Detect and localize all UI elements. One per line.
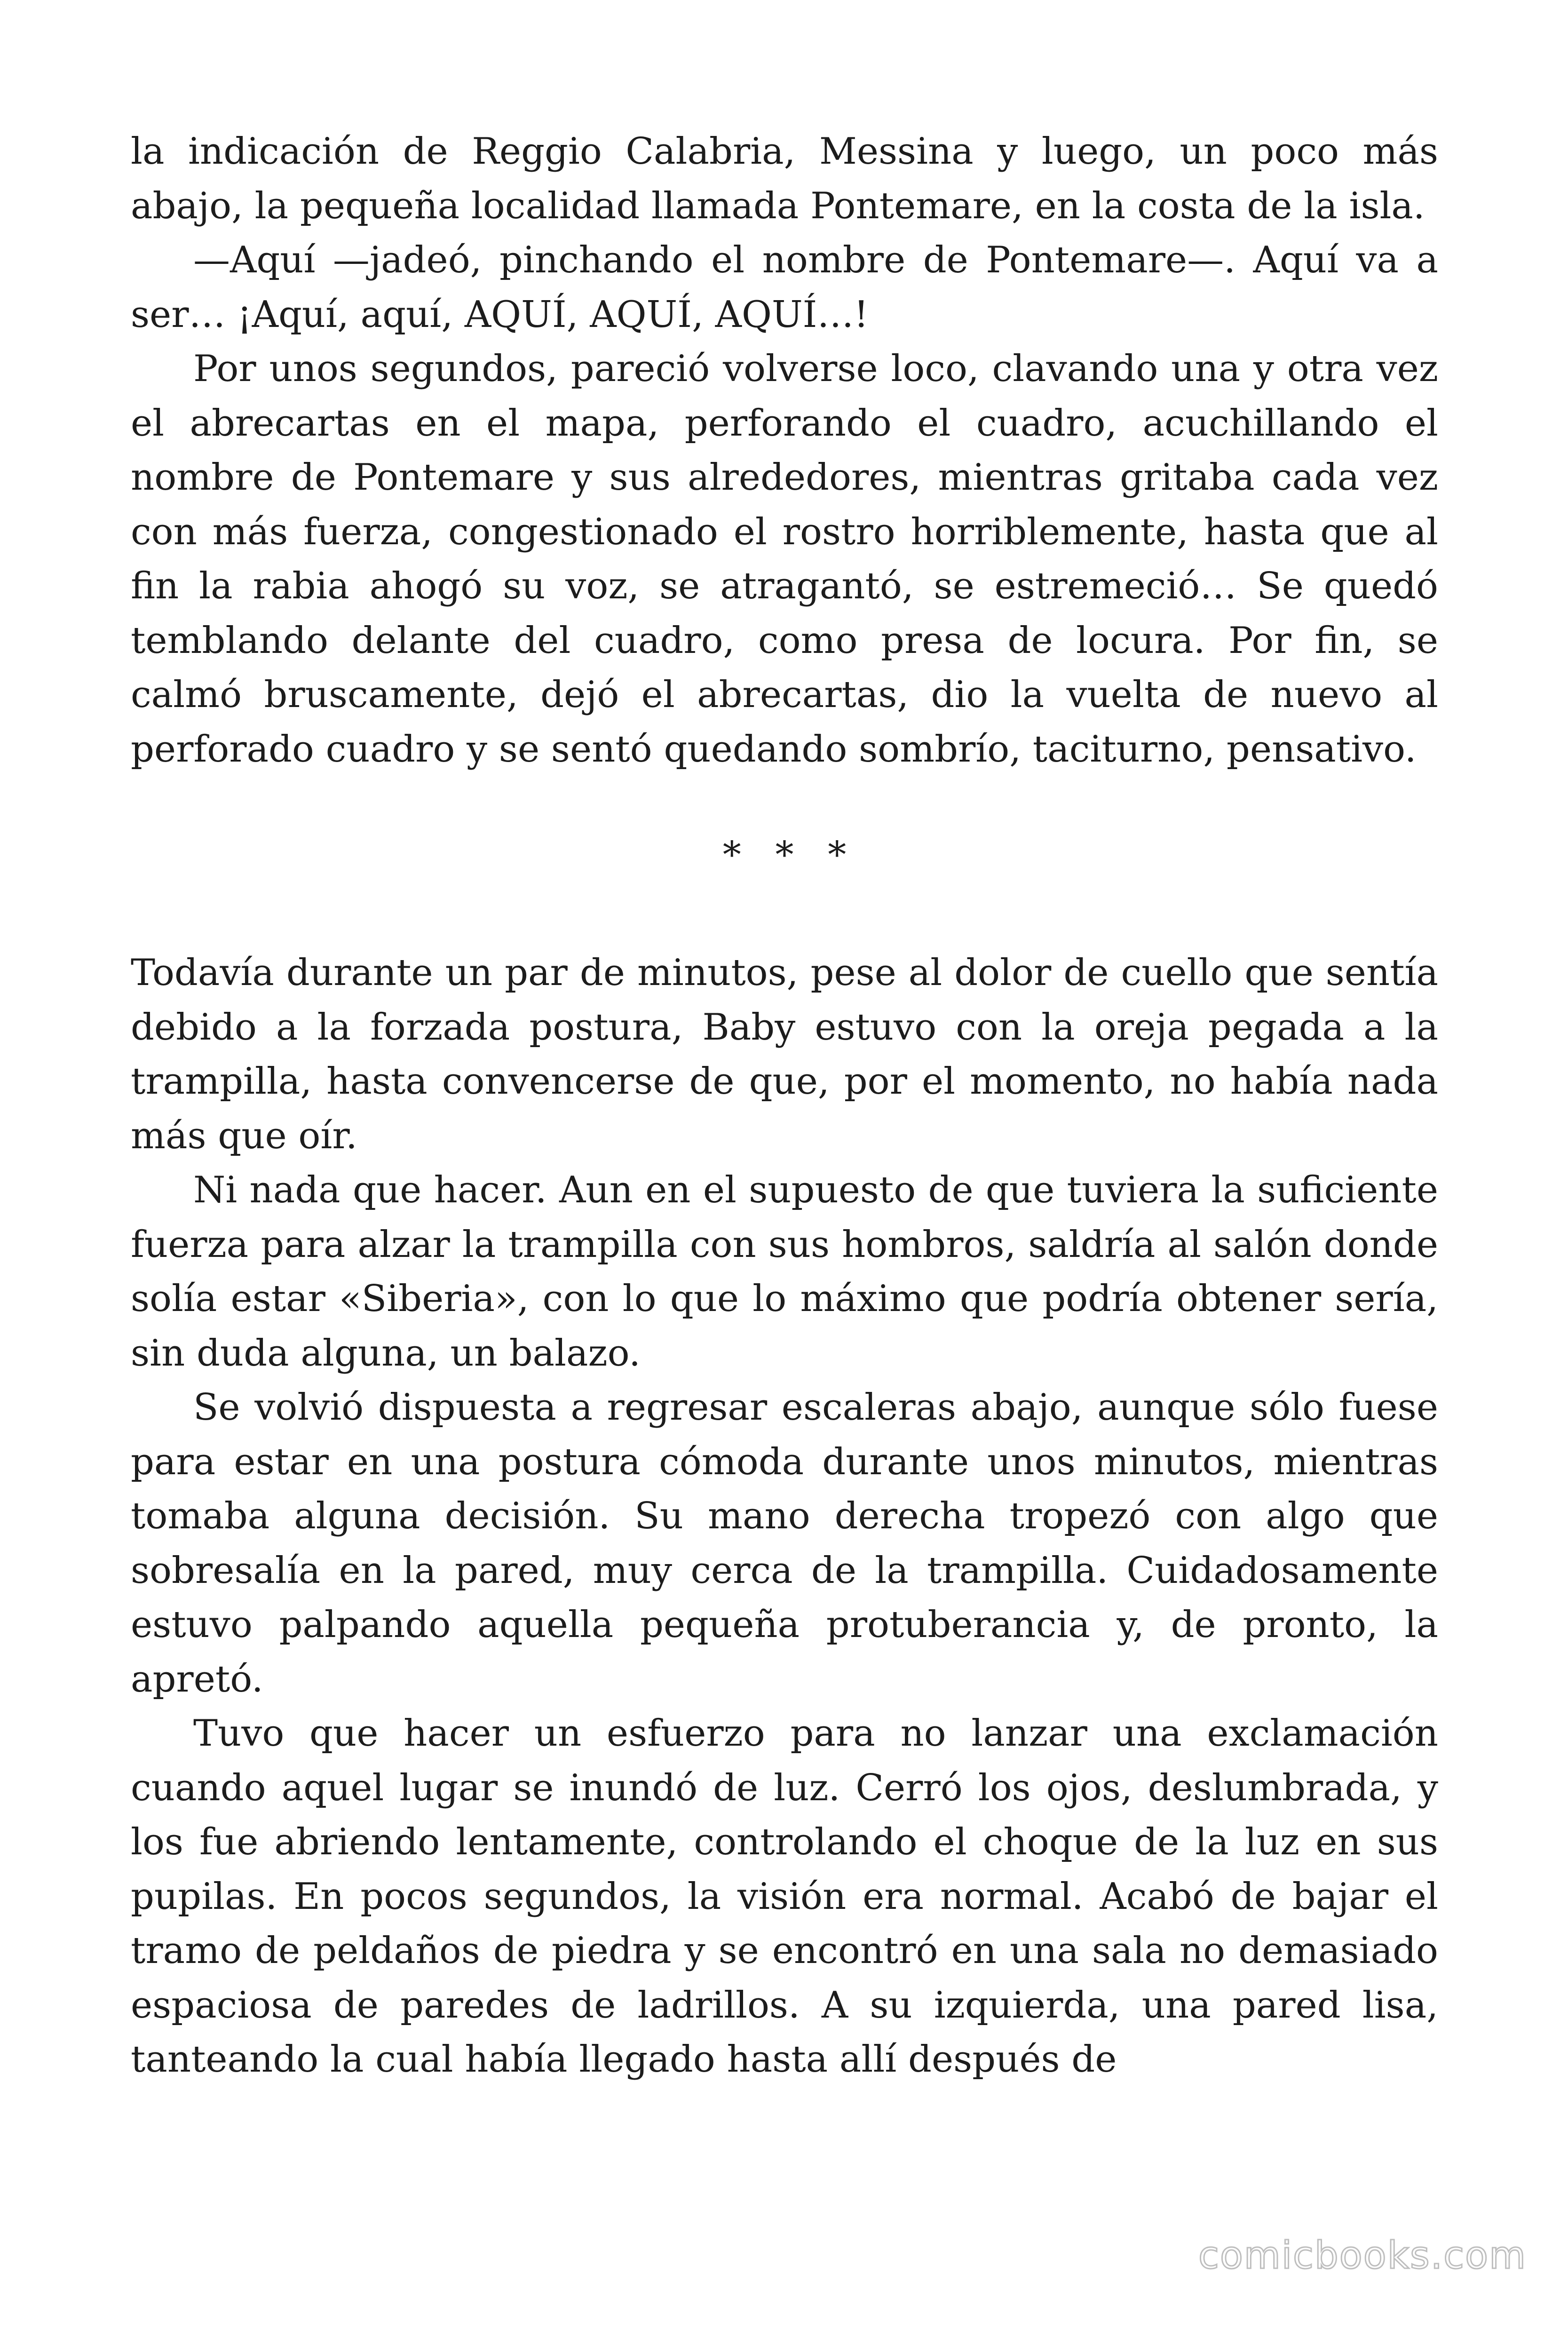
paragraph-nothing-to-do: Ni nada que hacer. Aun en el supuesto de que tuviera la suficiente fuerza para alzar la trampilla con sus hombros, saldría al salón donde solía estar «Siberia», con lo que lo máximo que podría obtener sería, sin duda alguna, un balazo. [131,1169,1438,1375]
paragraph-light: Tuvo que hacer un esfuerzo para no lanzar una exclamación cuando aquel lugar se inundó de luz. Cerró los ojos, deslumbrada, y los fue abriendo lentamente, controlando el choque de la luz en sus pupilas. En pocos segundos, la visión era normal. Acabó de bajar el tramo de peldaños de piedra y se encontró en una sala no demasiado espaciosa de paredes de ladrillos. A su izquierda, una pared lisa, tanteando la cual había llegado hasta allí después de [131,1712,1438,2081]
paragraph-frenzy: Por unos segundos, pareció volverse loco, clavando una y otra vez el abrecartas en el mapa, perforando el cuadro, acuchillando el nombre de Pontemare y sus alrededores, mientras gritaba cada vez con más fuerza, congestionado el rostro horriblemente, hasta que al fin la rabia ahogó su voz, se atragantó, se estremeció… Se quedó temblando delante del cuadro, como presa de locura. Por fin, se calmó bruscamente, dejó el abrecartas, dio la vuelta de nuevo al perforado cuadro y se sentó quedando sombrío, taciturno, pensativo. [131,348,1438,771]
book-page-body [131,125,1438,2087]
section-break-separator: * * * [722,834,858,876]
paragraph-protuberance: Se volvió dispuesta a regresar escaleras abajo, aunque sólo fuese para estar en una postura cómoda durante unos minutos, mientras tomaba alguna decisión. Su mano derecha tropezó con algo que sobresalía en la pared, muy cerca de la trampilla. Cuidadosamente estuvo palpando aquella pequeña protuberancia y, de pronto, la apretó. [131,1386,1438,1700]
watermark-text: comicbooks.com [1198,2233,1527,2277]
paragraph-continuation: la indicación de Reggio Calabria, Messina y luego, un poco más abajo, la pequeña localidad llamada Pontemare, en la costa de la isla. [131,130,1438,227]
paragraph-section-start: Todavía durante un par de minutos, pese al dolor de cuello que sentía debido a la forzada postura, Baby estuvo con la oreja pegada a la trampilla, hasta convencerse de que, por el momento, no había nada más que oír. [131,952,1438,1157]
paragraph-dialogue: —Aquí —jadeó, pinchando el nombre de Pontemare—. Aquí va a ser… ¡Aquí, aquí, AQUÍ, AQUÍ, AQUÍ…! [131,239,1438,336]
